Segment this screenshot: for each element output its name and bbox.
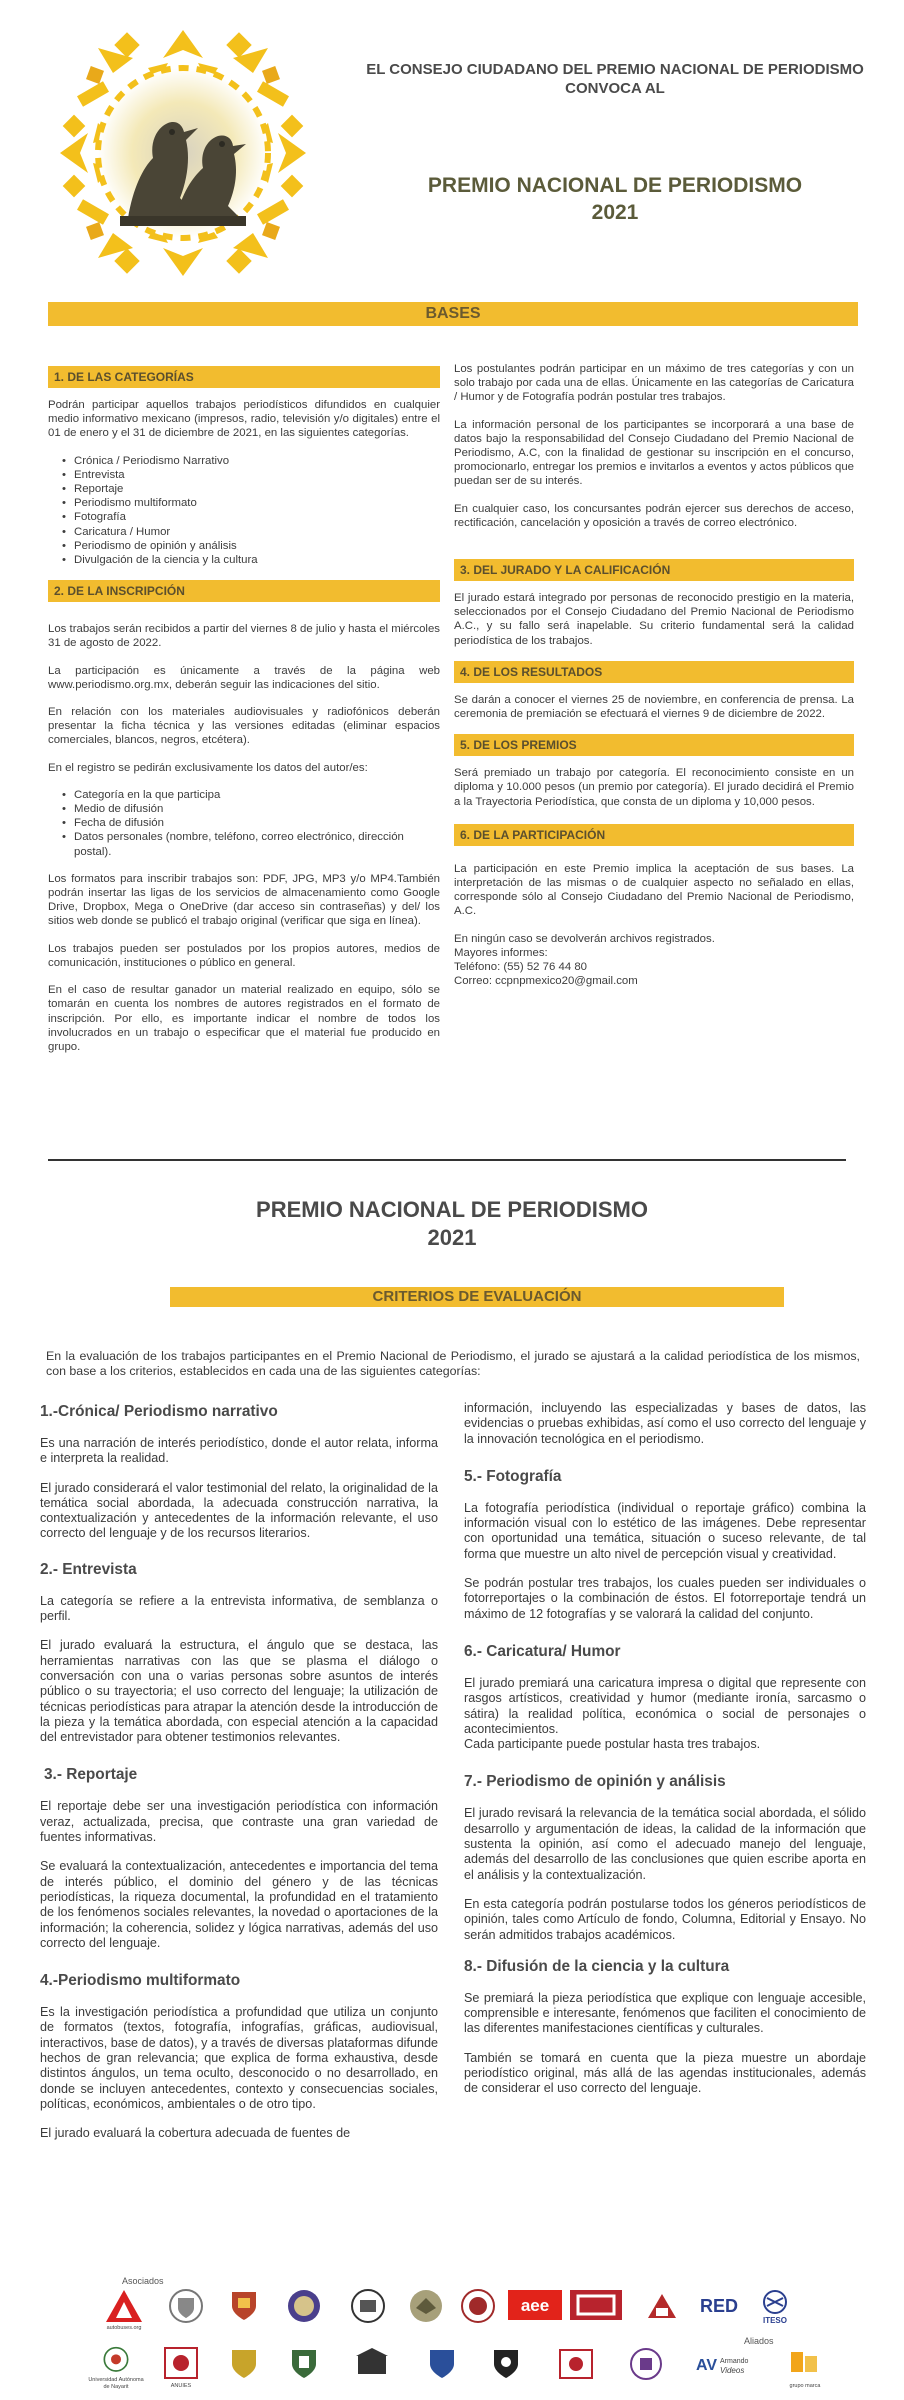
multiformato-p2: El jurado evaluará la cobertura adecuada de fuentes de: [40, 2126, 351, 2141]
list-item: • Reportaje: [62, 482, 440, 496]
inscripcion-p3: En relación con los materiales audiovisuales y radiofónicos deberán presentar la ficha técnica y las versiones editadas (eliminar espacios comerciales, blancos, negros, etcétera).: [48, 706, 440, 747]
list-item: • Categoría en la que participa: [62, 788, 440, 802]
criteria-title-line1: PREMIO NACIONAL DE PERIODISMO: [256, 1197, 648, 1222]
caricatura-p2: Cada participante puede postular hasta tres trabajos.: [464, 1737, 761, 1752]
sponsor-anuies-logo: ANUIES: [156, 2346, 206, 2390]
caricatura-p1: El jurado premiará una caricatura impresa o digital que represente con rasgos artísticos, creatividad y humor (mediante ironía, sarcasmo o sátira) la realidad política, económica o social de personajes o acontecimientos.: [464, 1675, 866, 1736]
categorias-text: Podrán participar aquellos trabajos periodísticos difundidos en cualquier medio informativo mexicano (impresos, radio, televisión y/o digitales) entre el 01 de enero y el 31 de diciembre de 2021, en las siguientes categorías.: [48, 399, 440, 440]
header: [0, 0, 904, 290]
gold-shield-icon: [224, 2346, 264, 2382]
sponsor-seal-8-logo: [282, 2346, 326, 2390]
multiformato-p1: Es la investigación periodística a profundidad que utiliza un conjunto de formatos (textos, fotografía, infografías, gráficas, audiovisual, interactivos, base de datos), y a través de diversas plataformas difunde hechos de gran relevancia; que explica de forma exhaustiva, desde distintos ángulos, un tema oculto, desconocido o no desarrollado, en donde se incluyen antecedentes, contexto y consecuencias sociales, políticas, económicos, ambientales o de otro tipo.: [40, 2005, 438, 2111]
list-item: • Datos personales (nombre, teléfono, correo electrónico, dirección postal).: [62, 830, 440, 858]
sponsor-autobus-logo: autobuses.org: [94, 2288, 154, 2332]
anuies-seal-icon: [161, 2346, 201, 2382]
criterion-multiformato-title: 4.-Periodismo multiformato: [40, 1972, 241, 1990]
av-logo-text: AV: [696, 2357, 718, 2374]
ciencia-p1: Se premiará la pieza periodística que explique con lenguaje accesible, comprensible e interesante, fenómenos que faciliten el conocimiento de las diferentes manifestaciones científicas y culturales.: [464, 1990, 866, 2036]
list-item: • Caricatura / Humor: [62, 525, 440, 539]
asociados-label: Asociados: [122, 2276, 164, 2286]
sponsor-seal-1-logo: [164, 2288, 208, 2332]
no-devolucion-text: En ningún caso se devolverán archivos registrados.: [454, 932, 715, 945]
opinion-p1: El jurado revisará la relevancia de la temática social abordada, el sólido desarrollo y argumentación de ideas, la calidad de la información que sustenta la opinión, así como el adecuado manejo del lenguaje, además del desarrollo de las conclusiones que quien escribe aporta en el análisis y la contextualización.: [464, 1806, 866, 1882]
bases-right-column: [454, 362, 854, 988]
fotografia-p1: La fotografía periodística (individual o reportaje gráfico) combina la información visual con lo estético de las imágenes. Debe representar con oportunidad una temática, situación o suceso relevante, de tal forma que muestre un alto nivel de percepción visual y creatividad.: [464, 1500, 866, 1561]
purple-seal-icon: [626, 2346, 666, 2382]
list-item: • Divulgación de la ciencia y la cultura: [62, 553, 440, 567]
sponsor-seal-12-logo: [548, 2346, 604, 2390]
resultados-text: Se darán a conocer el viernes 25 de noviembre, en conferencia de prensa. La ceremonia de premiación se efectuará el viernes 9 de diciembre de 2022.: [454, 693, 854, 721]
derechos-text: En cualquier caso, los concursantes podrán ejercer sus derechos de acceso, rectificación, cancelación y oposición a través de correo electrónico.: [454, 502, 854, 529]
sponsor-seal-4-logo: [340, 2288, 396, 2332]
inscripcion-p6: Los trabajos pueden ser postulados por los propios autores, medios de comunicación, instituciones o público en general.: [48, 942, 440, 969]
section-participacion-title: 6. DE LA PARTICIPACIÓN: [454, 824, 854, 846]
list-item: • Periodismo multiformato: [62, 496, 440, 510]
section-categorias-title: 1. DE LAS CATEGORÍAS: [48, 366, 440, 388]
contact-label: Mayores informes:: [454, 946, 548, 959]
black-crest-icon: [486, 2346, 526, 2382]
inscripcion-p7: En el caso de resultar ganador un material realizado en equipo, sólo se tomarán en cuenta los nombres de autores registrados en el formato de inscripción. Por ello, es importante indicar el nombre de todos los involucrados en un trabajo o especificar que el material fue producido en grupo.: [48, 984, 440, 1053]
sponsor-seal-9-logo: [344, 2346, 400, 2390]
multiformato-p2-cont: información, incluyendo las especializadas y bases de datos, las evidencias o pruebas exhibidas, así como el uso correcto del lenguaje y la innovación tecnológica en el periodismo.: [464, 1401, 866, 1446]
criterion-entrevista-title: 2.- Entrevista: [40, 1560, 137, 1578]
sponsor-seal-2-logo: [222, 2288, 266, 2332]
main-title-line2: 2021: [591, 201, 639, 224]
eagle-seal-icon: [406, 2288, 446, 2324]
inscripcion-p2: La participación es únicamente a través de la página web www.periodismo.org.mx, deberán seguir las indicaciones del sitio.: [48, 664, 440, 691]
section-resultados-title: 4. DE LOS RESULTADOS: [454, 661, 854, 683]
page-divider: [48, 1159, 846, 1161]
cronica-p1: Es una narración de interés periodístico, donde el autor relata, informa e interpreta la realidad.: [40, 1436, 438, 1466]
sponsor-seal-6-logo: [456, 2288, 500, 2332]
sponsor-grupo-marca-logo: grupo marca: [778, 2346, 832, 2390]
red-text-logo-icon: [694, 2290, 744, 2320]
inscripcion-p4: En el registro se pedirán exclusivamente los datos del autor/es:: [48, 761, 368, 774]
criteria-left-column: [40, 1402, 438, 2156]
fotografia-p2: Se podrán postular tres trabajos, los cuales pueden ser individuales o fotorreportajes o la combinación de éstos. El fotorreportaje tendrá un máximo de 12 fotografías y se valorará la calidad del conjunto.: [464, 1576, 866, 1621]
iteso-logo-text: ITESO: [762, 2316, 788, 2324]
categorias-list: [62, 454, 440, 568]
premio-logo: [58, 28, 308, 278]
criterion-reportaje-title: 3.- Reportaje: [44, 1766, 138, 1784]
bases-bar: BASES: [48, 302, 858, 326]
aee-logo-icon: [508, 2290, 562, 2320]
university-seal-icon: [348, 2288, 388, 2324]
aliados-label: Aliados: [744, 2336, 774, 2346]
convoca-heading: EL CONSEJO CIUDADANO DEL PREMIO NACIONAL DE PERIODISMO CONVOCA AL: [366, 61, 864, 97]
sponsor-seal-10-logo: [420, 2346, 464, 2390]
sponsor-armando-videos-logo: [694, 2350, 764, 2394]
list-item: • Fotografía: [62, 510, 440, 524]
contact-email: Correo: ccpnpmexico20@gmail.com: [454, 975, 638, 988]
sponsor-univ-red-logo: [632, 2288, 692, 2332]
university-red-icon: [642, 2288, 682, 2324]
premios-text: Será premiado un trabajo por categoría. El reconocimiento consiste en un diploma y 10.000 pesos (un premio por categoría). El jurado decidirá el Premio a la Trayectoria Periodística, que consta de un diploma y 10,000 pesos.: [454, 767, 854, 808]
criteria-title-line2: 2021: [427, 1225, 477, 1250]
sponsor-seal-7-logo: [222, 2346, 266, 2390]
sponsor-seal-5-logo: [404, 2288, 448, 2332]
armando-logo-text: Armando: [720, 2358, 749, 2365]
contact-phone: Teléfono: (55) 52 76 44 80: [454, 961, 587, 974]
jurado-text: El jurado estará integrado por personas de reconocido prestigio en la materia, seleccionados por el Consejo Ciudadano del Premio Nacional de Periodismo A.C., y su fallo será inapelable. Su criterio fundamental será la calidad periodística de los trabajos.: [454, 592, 854, 647]
reportaje-p1: El reportaje debe ser una investigación periodística con información veraz, actualizada, precisa, que contraste una gran variedad de fuentes informativas.: [40, 1799, 438, 1845]
grupo-marca-icon: [785, 2346, 825, 2382]
red-logo-text: RED: [699, 2296, 739, 2316]
inscripcion-p1: Los trabajos serán recibidos a partir del viernes 8 de julio y hasta el miércoles 31 de agosto de 2022.: [48, 623, 440, 650]
sponsor-iteso-logo: [748, 2288, 802, 2332]
sponsor-seal-11-logo: [478, 2346, 534, 2390]
list-item: • Periodismo de opinión y análisis: [62, 539, 440, 553]
sponsor-red-box-logo: [570, 2290, 622, 2334]
criterion-opinion-title: 7.- Periodismo de opinión y análisis: [464, 1773, 726, 1791]
sponsor-red-logo: [694, 2290, 744, 2334]
criterion-fotografia-title: 5.- Fotografía: [464, 1467, 562, 1485]
list-item: • Medio de difusión: [62, 802, 440, 816]
round-seal-icon: [284, 2288, 324, 2324]
opinion-p2: En esta categoría podrán postularse todos los géneros periodísticos de opinión, tales como Artículo de fondo, Columna, Editorial y Ensayo. No serán admitidos trabajos académicos.: [464, 1896, 866, 1942]
main-title: [360, 172, 870, 226]
blue-shield-icon: [422, 2346, 462, 2382]
main-title-line1: PREMIO NACIONAL DE PERIODISMO: [427, 174, 803, 197]
sponsor-nayarit-logo: Universidad Autónoma de Nayarit: [86, 2346, 146, 2390]
criterion-caricatura-title: 6.- Caricatura/ Humor: [464, 1642, 621, 1660]
shield-seal-icon: [166, 2288, 206, 2324]
sponsor-aee-logo: [508, 2290, 562, 2334]
participacion-text: La participación en este Premio implica la aceptación de sus bases. La interpretación de las mismas o de cualquier aspecto no señalado en ellas, corresponde sólo al Consejo Ciudadano del Premio Nacional de Periodismo, A.C.: [454, 862, 854, 918]
aee-logo-text: aee: [520, 2296, 550, 2315]
criterion-cronica-title: 1.-Crónica/ Periodismo narrativo: [40, 1403, 278, 1420]
sponsor-seal-13-logo: [618, 2346, 674, 2390]
red-triangle-logo-icon: [104, 2288, 144, 2324]
building-logo-icon: [352, 2346, 392, 2382]
bases-left-column: [48, 366, 440, 1067]
section-inscripcion-title: 2. DE LA INSCRIPCIÓN: [48, 580, 440, 602]
list-item: • Crónica / Periodismo Narrativo: [62, 454, 440, 468]
postulantes-text: Los postulantes podrán participar en un máximo de tres categorías y con un solo trabajo por cada una de ellas. Únicamente en las categorías de Caricatura / Humor y de Fotografía podrán postular tres trabajos.: [454, 363, 854, 404]
crest-icon: [224, 2288, 264, 2324]
criterios-bar: CRITERIOS DE EVALUACIÓN: [170, 1287, 784, 1307]
bird-sculpture-logo-icon: [58, 28, 308, 278]
entrevista-p1: La categoría se refiere a la entrevista informativa, de semblanza o perfil.: [40, 1593, 438, 1624]
green-shield-icon: [284, 2346, 324, 2382]
sponsor-seal-3-logo: [282, 2288, 326, 2332]
criteria-intro: En la evaluación de los trabajos participantes en el Premio Nacional de Periodismo, el jurado se ajustará a la calidad periodística de los mismos, con base a los criterios, establecidos en cada una de las siguientes categorías:: [46, 1349, 860, 1378]
list-item: • Entrevista: [62, 468, 440, 482]
reportaje-p2: Se evaluará la contextualización, antecedentes e importancia del tema de interés público, el dominio del género y de las técnicas periodísticas, la riqueza documental, la profundidad en el tratamiento de los fenómenos sociales relevantes, la novedad o aportaciones de la información; la coherencia, solidez y lógica narrativas, además del uso correcto del lenguaje.: [40, 1859, 438, 1950]
section-premios-title: 5. DE LOS PREMIOS: [454, 734, 854, 756]
nayarit-seal-icon: [96, 2346, 136, 2376]
criteria-right-column: [464, 1401, 866, 2111]
inscripcion-p5: Los formatos para inscribir trabajos son: PDF, JPG, MP3 y/o MP4.También podrán insertar las ligas de los servicios de almacenamiento como Google Drive, Dropbox, Mega o OneDrive (dar acceso sin contraseñas) y del/ los sitios web donde se publicó el trabajo original (verificar que siga en línea).: [48, 872, 440, 928]
list-item: • Fecha de difusión: [62, 816, 440, 830]
entrevista-p2: El jurado evaluará la estructura, el ángulo que se destaca, las herramientas narrativas con las que se plasma el diálogo o conversación con una o varias personas sobre asuntos de interés público o su trayectoria; el uso correcto del lenguaje; la utilización de técnicas periodísticas para atrapar la atención desde la introducción de la pieza y la temática abordada, con especial atención a la capacidad del entrevistador para obtener testimonios relevantes.: [40, 1638, 438, 1745]
sponsors-footer: [0, 2274, 904, 2400]
criterion-ciencia-title: 8.- Difusión de la ciencia y la cultura: [464, 1957, 730, 1975]
section-jurado-title: 3. DEL JURADO Y LA CALIFICACIÓN: [454, 559, 854, 581]
red-seal-icon: [458, 2288, 498, 2324]
iteso-logo-icon: [755, 2288, 795, 2324]
ciencia-p2: También se tomará en cuenta que la pieza muestre un abordaje periodístico original, más allá de las agendas institucionales, además de considerar el uso correcto del lenguaje.: [464, 2050, 866, 2096]
videos-logo-text: Videos: [720, 2366, 745, 2375]
datos-list: [62, 788, 440, 859]
cronica-p2: El jurado considerará el valor testimonial del relato, la originalidad de la temática social abordada, la adecuada construcción narrativa, la contextualización y antecedentes de la información relevante, el uso correcto del lenguaje y de los recursos literarios.: [40, 1480, 438, 1541]
red-box-logo-icon: [570, 2290, 622, 2320]
armando-videos-logo-icon: [694, 2350, 764, 2380]
informacion-personal-text: La información personal de los participantes se incorporará a una base de datos bajo la responsabilidad del Consejo Ciudadano del Premio Nacional de Periodismo, A.C, con la finalidad de gestionar su inscripción en el concurso, promocionarlo, entregar los premios e invitarlos a eventos y actos públicos que puedan ser de su interés.: [454, 418, 854, 488]
red-badge-icon: [556, 2346, 596, 2382]
criteria-page-title: [200, 1196, 704, 1252]
